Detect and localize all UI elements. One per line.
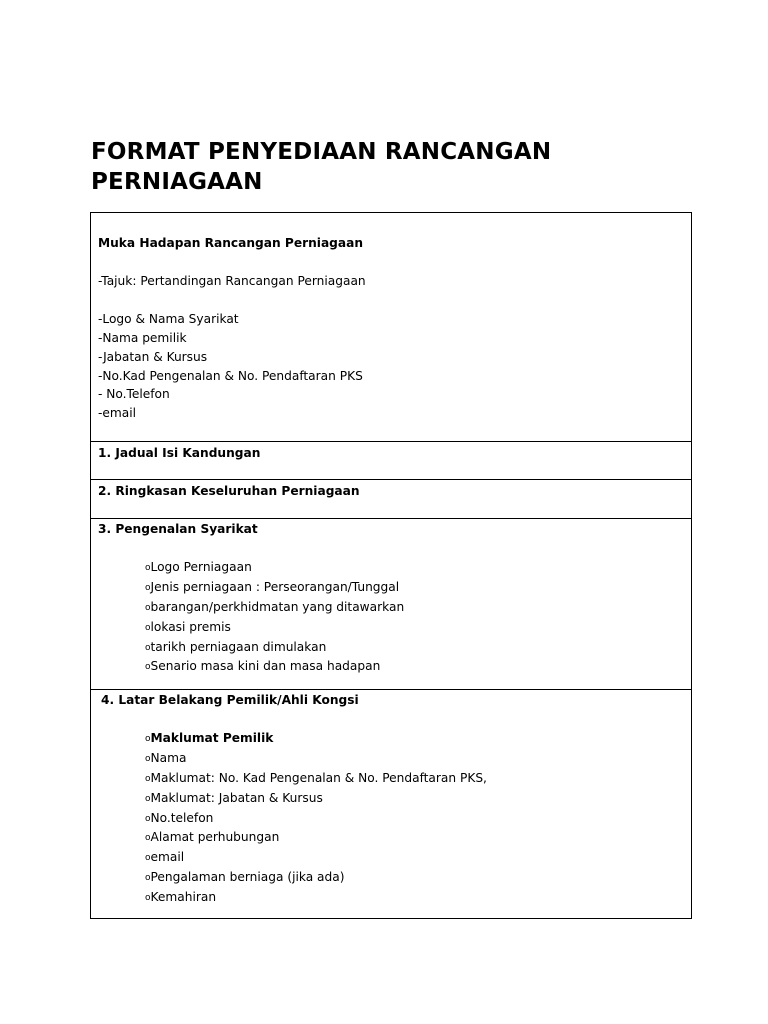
list-item — [145, 558, 691, 578]
list-item — [145, 828, 691, 848]
summary-heading: 2. Ringkasan Keseluruhan Perniagaan — [98, 484, 360, 498]
cover-item: -Logo & Nama Syarikat — [98, 311, 239, 326]
list-item — [145, 769, 691, 789]
bullet-icon: o — [145, 753, 151, 764]
spacer — [98, 291, 691, 310]
list-item — [145, 598, 691, 618]
cover-title-item: -Tajuk: Pertandingan Rancangan Perniagaan — [98, 273, 366, 288]
spacer — [98, 710, 691, 729]
cover-item: -Jabatan & Kursus — [98, 349, 208, 364]
list-item-text: No.telefon — [150, 810, 214, 825]
list-item-text: Pengalaman berniaga (jika ada) — [150, 870, 345, 885]
toc-heading: 1. Jadual Isi Kandungan — [98, 446, 261, 460]
outline-table — [90, 212, 692, 919]
bullet-icon: o — [145, 873, 151, 884]
list-item-text: barangan/perkhidmatan yang ditawarkan — [150, 599, 405, 614]
bullet-icon: o — [145, 562, 151, 573]
list-item — [145, 749, 691, 769]
list-item — [145, 618, 691, 638]
list-item-text: Alamat perhubungan — [150, 830, 280, 845]
cover-heading: Muka Hadapan Rancangan Perniagaan — [98, 236, 364, 250]
list-item — [145, 809, 691, 829]
list-item-text: Nama — [150, 750, 187, 765]
cover-item: - No.Telefon — [98, 387, 170, 402]
company-heading: 3. Pengenalan Syarikat — [98, 522, 258, 536]
bullet-icon: o — [145, 662, 151, 673]
list-item — [145, 729, 691, 749]
list-item — [145, 888, 691, 908]
list-item — [145, 657, 691, 677]
spacer — [98, 253, 691, 272]
bullet-icon: o — [145, 793, 151, 804]
owner-subheading: Maklumat Pemilik — [150, 730, 274, 745]
bullet-icon: o — [145, 622, 151, 633]
cover-item: -No.Kad Pengenalan & No. Pendaftaran PKS — [98, 368, 363, 383]
document-title-line-2: PERNIAGAAN — [91, 169, 263, 195]
list-item-text: Logo Perniagaan — [150, 559, 252, 574]
section-table-of-contents — [91, 442, 691, 480]
list-item — [145, 638, 691, 658]
section-cover-page — [91, 213, 691, 442]
bullet-icon: o — [145, 733, 151, 744]
bullet-icon: o — [145, 642, 151, 653]
list-item-text: Kemahiran — [150, 890, 217, 905]
list-item-text: Jenis perniagaan : Perseorangan/Tunggal — [150, 579, 400, 594]
section-company-introduction — [91, 519, 691, 690]
list-item — [145, 848, 691, 868]
list-item-text: lokasi premis — [150, 619, 231, 634]
bullet-icon: o — [145, 602, 151, 613]
bullet-icon: o — [145, 773, 151, 784]
list-item-text: Senario masa kini dan masa hadapan — [150, 659, 381, 674]
bullet-icon: o — [145, 853, 151, 864]
company-bullet-list — [98, 558, 691, 677]
section-owner-background — [91, 690, 691, 918]
bullet-icon: o — [145, 813, 151, 824]
owner-bullet-list — [98, 729, 691, 908]
list-item — [145, 578, 691, 598]
owner-heading: 4. Latar Belakang Pemilik/Ahli Kongsi — [101, 693, 359, 707]
list-item — [145, 789, 691, 809]
bullet-icon: o — [145, 893, 151, 904]
list-item-text: tarikh perniagaan dimulakan — [150, 639, 327, 654]
bullet-icon: o — [145, 833, 151, 844]
document-title-line-1: FORMAT PENYEDIAAN RANCANGAN — [91, 139, 552, 165]
document-title — [91, 137, 691, 197]
list-item — [145, 868, 691, 888]
cover-item: -email — [98, 406, 137, 421]
list-item-text: Maklumat: No. Kad Pengenalan & No. Pendaftaran PKS, — [150, 770, 487, 785]
cover-item: -Nama pemilik — [98, 330, 187, 345]
section-business-summary — [91, 480, 691, 519]
list-item-text: email — [150, 850, 185, 865]
spacer — [98, 539, 691, 558]
bullet-icon: o — [145, 582, 151, 593]
list-item-text: Maklumat: Jabatan & Kursus — [150, 790, 323, 805]
